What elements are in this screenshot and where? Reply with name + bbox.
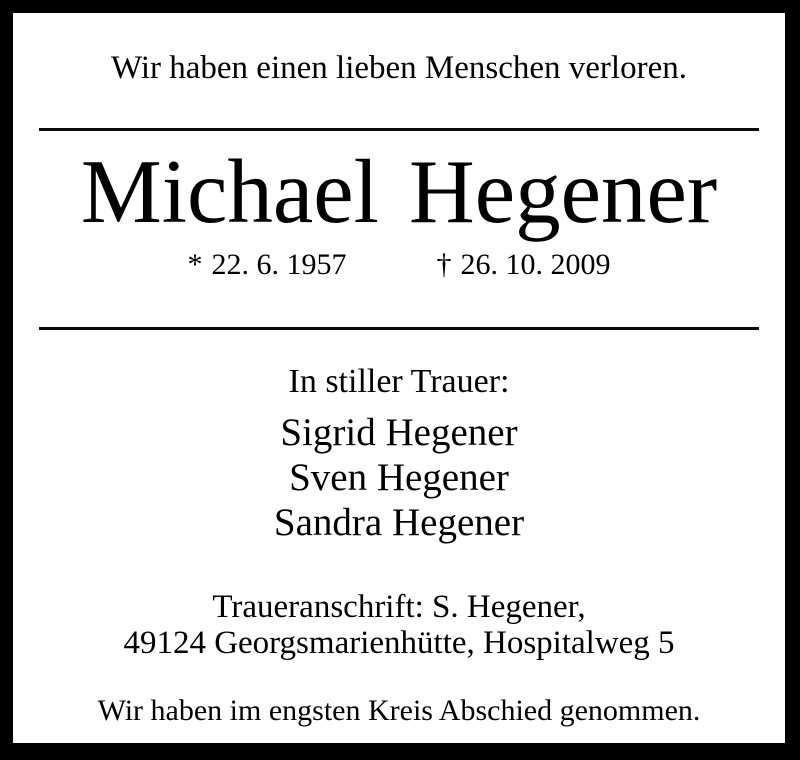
birth-date [188, 248, 347, 282]
address-line: 49124 Georgsmarienhütte, Hospitalweg 5 [123, 625, 675, 661]
bottom-divider [39, 327, 759, 330]
death-date-text: 26. 10. 2009 [460, 248, 611, 281]
top-divider [39, 128, 759, 131]
mourning-intro: In stiller Trauer: [288, 363, 510, 400]
notice-content [13, 13, 785, 743]
mourner-name: Sigrid Hegener [280, 411, 518, 454]
mourning-address [39, 589, 759, 661]
mourners-list [39, 410, 759, 545]
life-dates [39, 248, 759, 282]
deceased-name: Michael Hegener [80, 141, 718, 242]
birth-date-text: 22. 6. 1957 [211, 248, 347, 281]
death-date [437, 248, 611, 282]
mourner-name: Sven Hegener [289, 456, 509, 499]
birth-star-icon: * [187, 248, 203, 281]
opening-line: Wir haben einen lieben Menschen verloren. [111, 50, 687, 86]
death-cross-icon: † [436, 248, 452, 281]
closing-line: Wir haben im engsten Kreis Abschied genommen. [97, 694, 701, 727]
mourner-name: Sandra Hegener [273, 501, 525, 544]
address-line: Traueranschrift: S. Hegener, [212, 589, 586, 625]
